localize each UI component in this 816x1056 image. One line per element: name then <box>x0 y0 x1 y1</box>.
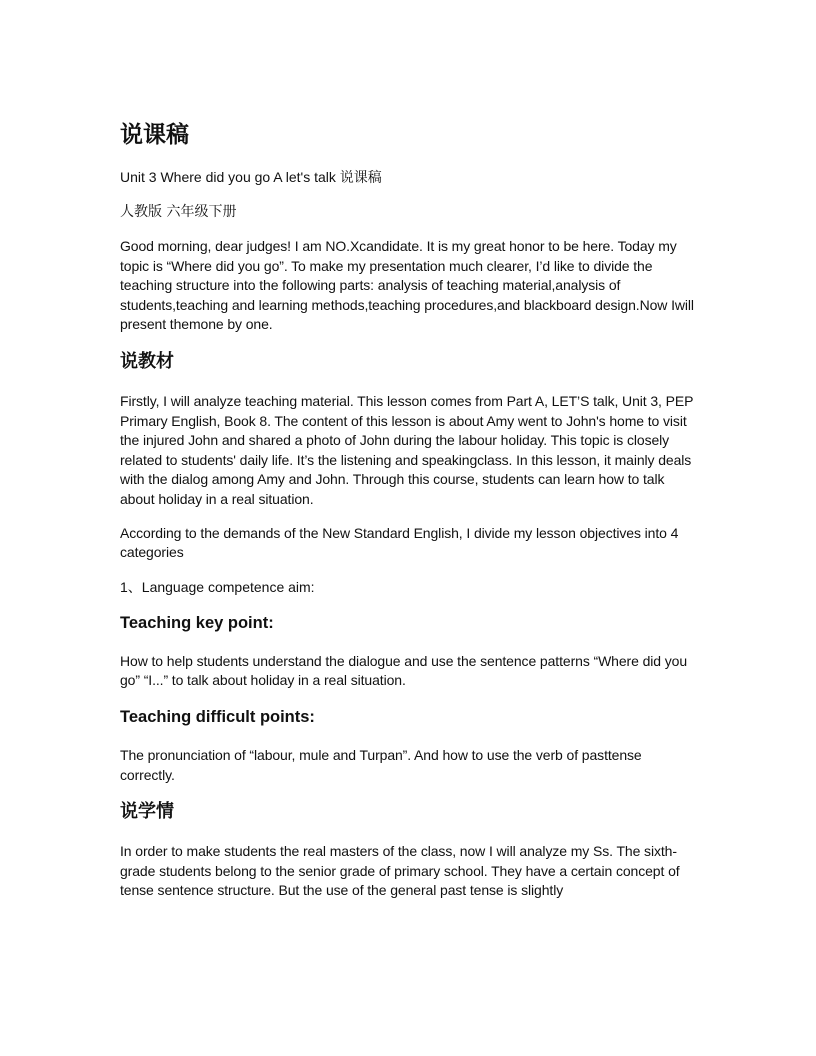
material-paragraph: Firstly, I will analyze teaching material. This lesson comes from Part A, LET’S talk, Unit 3, PEP Primary English, Book 8. The content of this lesson is about Amy went to John's home to visit the injured John and shared a photo of John during the labour holiday. This topic is closely related to students' daily life. It’s the listening and speakingclass. In this lesson, it mainly deals with the dialog among Amy and John. Through this course, students can learn how to talk about holiday in a real situation. <box>120 392 694 507</box>
textbook-edition: 人教版 六年级下册 <box>120 204 237 220</box>
key-point-paragraph: How to help students understand the dialogue and use the sentence patterns “Where did you go” “I...” to talk about holiday in a real situation. <box>120 652 688 689</box>
difficult-points-paragraph: The pronunciation of “labour, mule and Turpan”. And how to use the verb of pasttense correctly. <box>120 746 642 783</box>
difficult-points-heading: Teaching difficult points: <box>120 707 315 726</box>
section-heading-students: 说学情 <box>120 801 174 823</box>
document-title: 说课稿 <box>120 122 189 148</box>
objective-list-item: 1、Language competence aim: <box>120 578 315 595</box>
objectives-paragraph: According to the demands of the New Standard English, I divide my lesson objectives into 4 categories <box>120 524 679 561</box>
section-heading-material: 说教材 <box>120 350 174 372</box>
key-point-heading: Teaching key point: <box>120 613 274 632</box>
intro-paragraph: Good morning, dear judges! I am NO.Xcandidate. It is my great honor to be here. Today my topic is “Where did you go”. To make my presentation much clearer, I’d like to divide the teaching structure into the following parts: analysis of teaching material,analysis of students,teaching and learning methods,teaching procedures,and blackboard design.Now Iwill present themone by one. <box>120 238 694 333</box>
students-paragraph: In order to make students the real masters of the class, now I will analyze my Ss. The sixth-grade students belong to the senior grade of primary school. They have a certain concept of tense sentence structure. But the use of the general past tense is slightly <box>120 843 680 899</box>
document-page <box>120 118 700 915</box>
document-subtitle: Unit 3 Where did you go A let's talk 说课稿 <box>120 169 382 185</box>
